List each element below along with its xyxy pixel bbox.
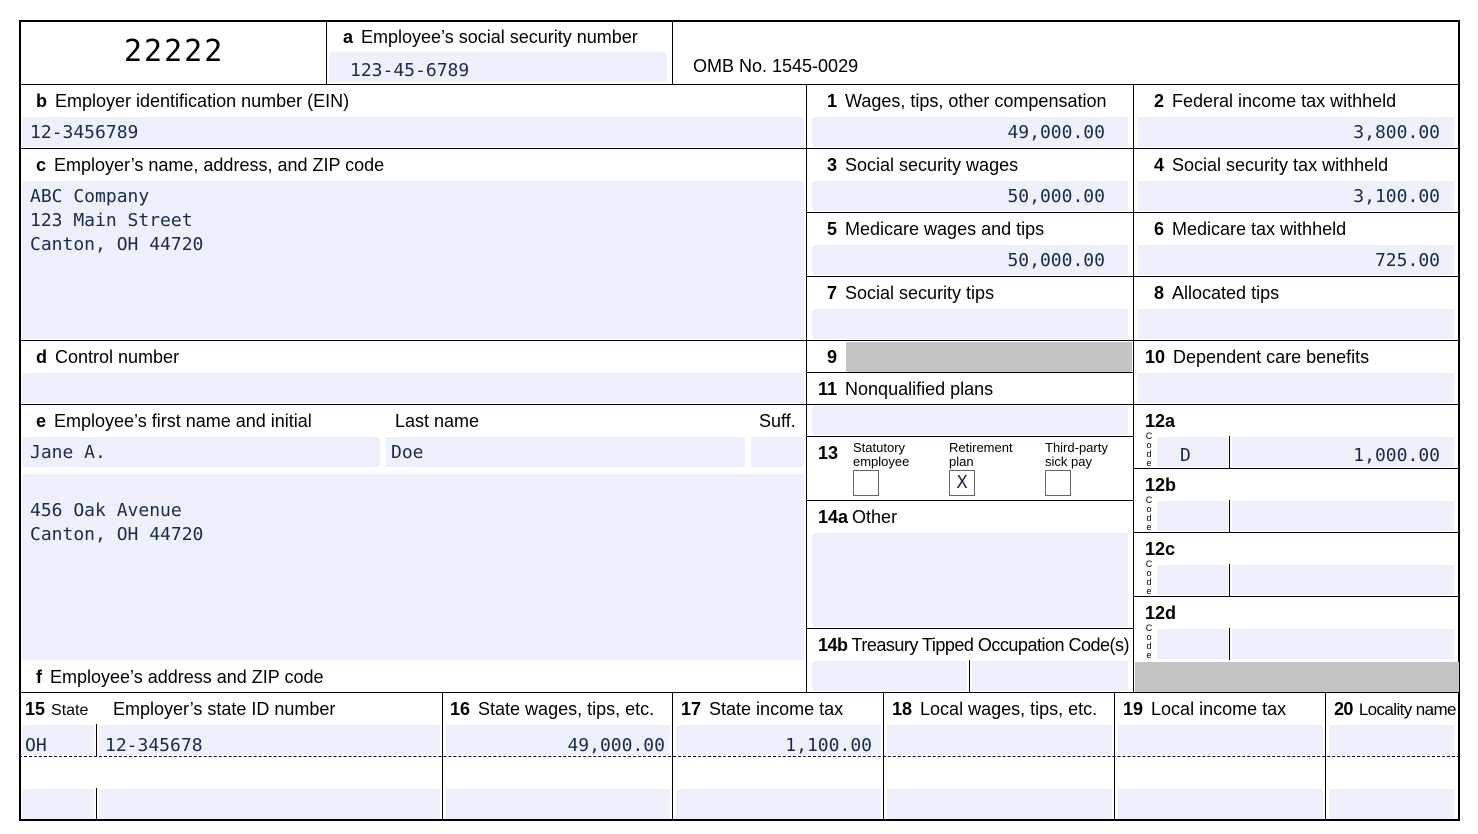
- retirement-plan-checkbox[interactable]: X: [949, 470, 975, 496]
- divider: [1133, 468, 1460, 469]
- employee-street: 456 Oak Avenue: [30, 500, 182, 521]
- divider: [19, 340, 1460, 341]
- box-12b-code-field[interactable]: [1157, 501, 1228, 531]
- box-18-label: 18 Local wages, tips, etc.: [892, 699, 1098, 719]
- box-14a-field[interactable]: [812, 533, 1128, 627]
- last-name-field[interactable]: [386, 437, 745, 467]
- box-5-label: 5 Medicare wages and tips: [827, 219, 1045, 239]
- local-wages-field-1[interactable]: [887, 725, 1112, 755]
- box-12c-amount-field[interactable]: [1232, 565, 1454, 595]
- box-12c-code-field[interactable]: [1157, 565, 1228, 595]
- ssn-value: 123-45-6789: [350, 60, 470, 81]
- box-16-label: 16 State wages, tips, etc.: [450, 699, 655, 719]
- box-1-label: 1 Wages, tips, other compensation: [827, 91, 1107, 111]
- state-id-field-2[interactable]: [99, 789, 440, 819]
- form-code: 22222: [124, 34, 225, 69]
- divider: [19, 692, 1460, 693]
- divider: [1229, 436, 1230, 468]
- box-10-label: 10 Dependent care benefits: [1145, 347, 1370, 367]
- box-b-label: b Employer identification number (EIN): [36, 91, 350, 111]
- box-5-value: 50,000.00: [1007, 250, 1105, 271]
- code-vertical-label: C o d e: [1145, 431, 1153, 468]
- box-12b-amount-field[interactable]: [1232, 501, 1454, 531]
- box-13-label: 13: [818, 443, 839, 463]
- state-field-2[interactable]: [22, 789, 94, 819]
- divider: [96, 724, 97, 756]
- divider: [1229, 564, 1230, 596]
- state-tax-value: 1,100.00: [785, 735, 872, 756]
- box-14b-field-1[interactable]: [812, 661, 967, 691]
- divider: [806, 500, 1133, 501]
- divider: [806, 628, 1133, 629]
- statutory-employee-checkbox[interactable]: [853, 470, 879, 496]
- divider: [806, 212, 1460, 213]
- box-12b-label: 12b: [1145, 475, 1177, 495]
- locality-field-1[interactable]: [1329, 725, 1454, 755]
- statutory-employee-label: Statutory employee: [853, 440, 910, 469]
- retirement-plan-label: Retirement plan: [949, 440, 1013, 469]
- divider: [96, 788, 97, 820]
- box-6-value: 725.00: [1374, 250, 1440, 271]
- state-tax-field-2[interactable]: [676, 789, 881, 819]
- box-2-label: 2 Federal income tax withheld: [1154, 91, 1397, 111]
- divider: [1133, 532, 1460, 533]
- ein-field[interactable]: [22, 117, 804, 147]
- code-vertical-label: C o d e: [1145, 559, 1153, 596]
- box-1-value: 49,000.00: [1007, 122, 1105, 143]
- box-12d-code-field[interactable]: [1157, 629, 1228, 659]
- box-9-label: 9: [827, 347, 838, 367]
- box-10-field[interactable]: [1138, 373, 1454, 403]
- divider: [806, 436, 1133, 437]
- box-12c-label: 12c: [1145, 539, 1176, 559]
- locality-field-2[interactable]: [1329, 789, 1454, 819]
- suffix-field[interactable]: [751, 437, 804, 467]
- employee-city: Canton, OH 44720: [30, 524, 204, 545]
- box-4-value: 3,100.00: [1353, 186, 1440, 207]
- state-id-value: 12-345678: [105, 735, 203, 756]
- local-tax-field-2[interactable]: [1118, 789, 1323, 819]
- divider: [326, 20, 327, 84]
- box-14b-field-2[interactable]: [972, 661, 1128, 691]
- box-7-field[interactable]: [812, 309, 1128, 339]
- box-2-value: 3,800.00: [1353, 122, 1440, 143]
- divider: [1133, 84, 1134, 692]
- box-19-label: 19 Local income tax: [1123, 699, 1287, 719]
- code-vertical-label: C o d e: [1145, 623, 1153, 660]
- box-12a-code-field[interactable]: [1157, 437, 1228, 467]
- divider: [19, 84, 1460, 85]
- divider: [806, 276, 1460, 277]
- local-wages-field-2[interactable]: [887, 789, 1112, 819]
- omb-number: OMB No. 1545-0029: [693, 56, 859, 76]
- box-3-label: 3 Social security wages: [827, 155, 1019, 175]
- divider: [1229, 500, 1230, 532]
- divider: [806, 84, 807, 692]
- box-12d-label: 12d: [1145, 603, 1177, 623]
- first-name-value: Jane A.: [30, 442, 106, 463]
- employer-city: Canton, OH 44720: [30, 234, 204, 255]
- box-11-label: 11 Nonqualified plans: [818, 379, 994, 399]
- last-name-value: Doe: [391, 442, 424, 463]
- third-party-sick-pay-checkbox[interactable]: [1045, 470, 1071, 496]
- control-number-field[interactable]: [22, 373, 804, 403]
- box-12a-label: 12a: [1145, 411, 1176, 431]
- box-8-field[interactable]: [1138, 309, 1454, 339]
- box-c-label: c Employer’s name, address, and ZIP code: [36, 155, 385, 175]
- box-17-label: 17 State income tax: [681, 699, 844, 719]
- state-value: OH: [25, 735, 47, 756]
- box-7-label: 7 Social security tips: [827, 283, 995, 303]
- last-name-label: Last name: [395, 411, 480, 431]
- state-wages-field-2[interactable]: [446, 789, 670, 819]
- box-e-label: e Employee’s first name and initial: [36, 411, 312, 431]
- employer-name: ABC Company: [30, 186, 150, 207]
- divider: [1229, 628, 1230, 660]
- box-20-label: 20 Locality name: [1334, 699, 1456, 719]
- employer-street: 123 Main Street: [30, 210, 193, 231]
- box-4-label: 4 Social security tax withheld: [1154, 155, 1389, 175]
- box-12a-code: D: [1180, 445, 1191, 466]
- divider: [19, 404, 1460, 405]
- box-15-label: 15 State: [25, 699, 89, 719]
- state-id-label: Employer’s state ID number: [113, 699, 336, 719]
- divider: [806, 372, 1133, 373]
- divider: [672, 20, 673, 84]
- box-3-value: 50,000.00: [1007, 186, 1105, 207]
- suffix-label: Suff.: [759, 411, 796, 431]
- ein-value: 12-3456789: [30, 122, 139, 143]
- box-a-label: a Employee’s social security number: [343, 27, 638, 47]
- box-6-label: 6 Medicare tax withheld: [1154, 219, 1347, 239]
- box-d-label: d Control number: [36, 347, 180, 367]
- state-wages-value: 49,000.00: [567, 735, 665, 756]
- divider: [969, 660, 970, 692]
- box-12d-amount-field[interactable]: [1232, 629, 1454, 659]
- box-11-field[interactable]: [812, 405, 1128, 435]
- box-8-label: 8 Allocated tips: [1154, 283, 1280, 303]
- code-vertical-label: C o d e: [1145, 495, 1153, 532]
- third-party-sick-pay-label: Third-party sick pay: [1045, 440, 1108, 469]
- divider: [1133, 596, 1460, 597]
- box-f-label: f Employee’s address and ZIP code: [36, 667, 324, 687]
- divider: [19, 148, 1460, 149]
- box-14b-label: 14b Treasury Tipped Occupation Code(s): [818, 635, 1129, 655]
- local-tax-field-1[interactable]: [1118, 725, 1323, 755]
- box-14a-label: 14a Other: [818, 507, 898, 527]
- box-12a-amount: 1,000.00: [1353, 445, 1440, 466]
- shaded-area: [1135, 662, 1459, 692]
- box-9-shaded: [846, 342, 1132, 372]
